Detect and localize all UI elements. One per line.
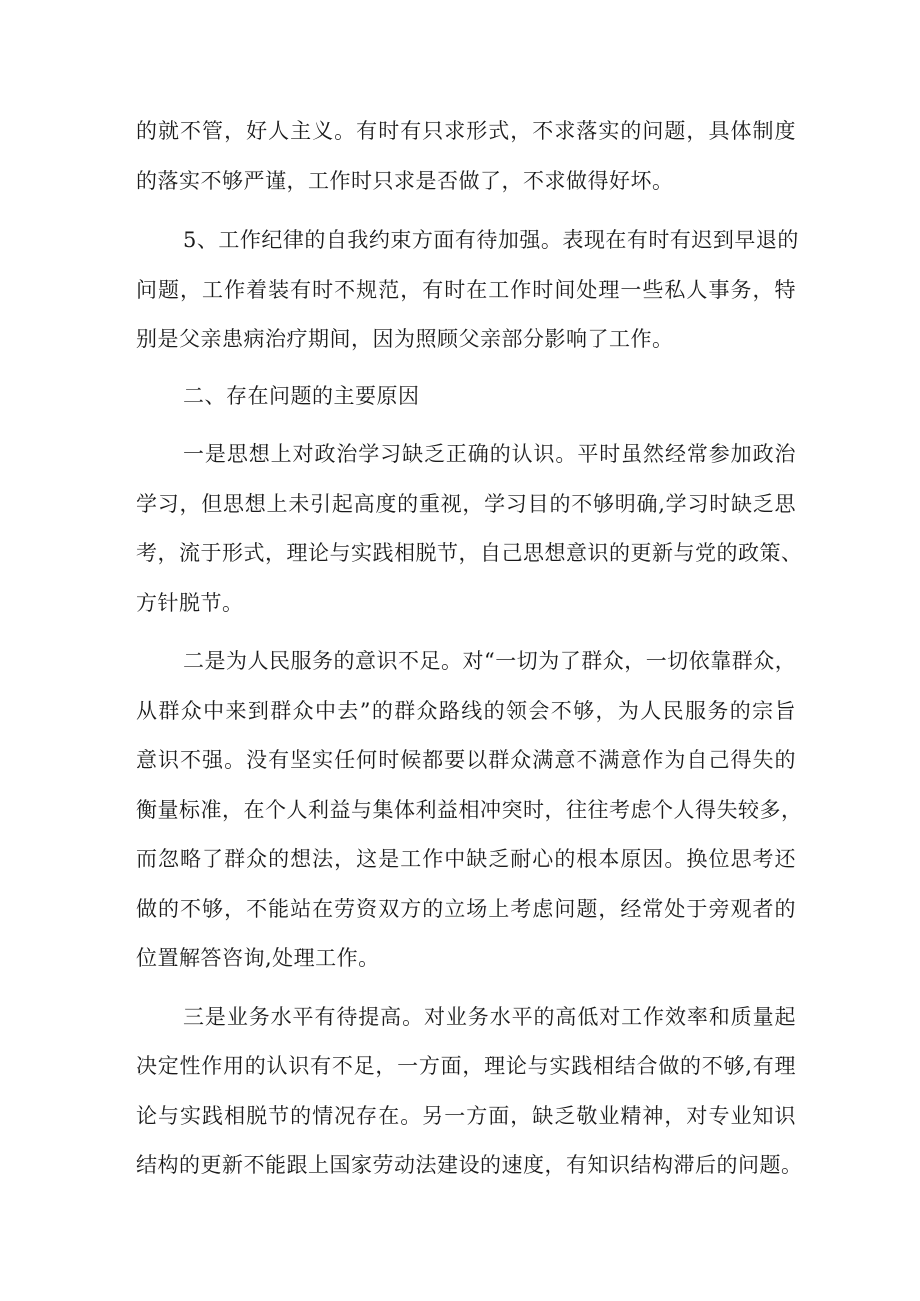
text-line: 做的不够，不能站在劳资双方的立场上考虑问题，经常处于旁观者的 [136, 897, 796, 921]
text-line: 决定性作用的认识有不足，一方面，理论与实践相结合做的不够,有理 [136, 1054, 796, 1078]
text-line: 三是业务水平有待提高。对业务水平的高低对工作效率和质量起 [183, 1005, 796, 1029]
text-line: 的落实不够严谨，工作时只求是否做了，不求做得好坏。 [136, 169, 674, 193]
text-line: 方针脱节。 [136, 591, 244, 615]
text-line: 学习，但思想上未引起高度的重视，学习目的不够明确,学习时缺乏思 [136, 492, 796, 516]
text-line: 位置解答咨询,处理工作。 [136, 946, 380, 970]
text-line: 的就不管，好人主义。有时有只求形式，不求落实的问题，具体制度 [136, 119, 796, 143]
text-line: 意识不强。没有坚实任何时候都要以群众满意不满意作为自己得失的 [136, 748, 796, 772]
text-line: 5、工作纪律的自我约束方面有待加强。表现在有时有迟到早退的 [183, 228, 799, 252]
text-line: 问题，工作着装有时不规范，有时在工作时间处理一些私人事务，特 [136, 278, 796, 302]
text-line: 从群众中来到群众中去”的群众路线的领会不够，为人民服务的宗旨 [136, 699, 796, 723]
text-line: 而忽略了群众的想法，这是工作中缺乏耐心的根本原因。换位思考还 [136, 847, 796, 871]
text-line: 二是为人民服务的意识不足。对“一切为了群众，一切依靠群众， [183, 649, 797, 673]
text-line: 论与实践相脱节的情况存在。另一方面，缺乏敬业精神，对专业知识 [136, 1104, 796, 1128]
text-line: 考，流于形式，理论与实践相脱节，自己思想意识的更新与党的政策、 [136, 541, 803, 565]
section-heading: 二、存在问题的主要原因 [183, 384, 420, 408]
text-line: 结构的更新不能跟上国家劳动法建设的速度，有知识结构滞后的问题。 [136, 1153, 803, 1177]
text-line: 别是父亲患病治疗期间，因为照顾父亲部分影响了工作。 [136, 327, 674, 351]
text-line: 一是思想上对政治学习缺乏正确的认识。平时虽然经常参加政治 [183, 442, 796, 466]
text-line: 衡量标准，在个人利益与集体利益相冲突时，往往考虑个人得失较多， [136, 798, 803, 822]
